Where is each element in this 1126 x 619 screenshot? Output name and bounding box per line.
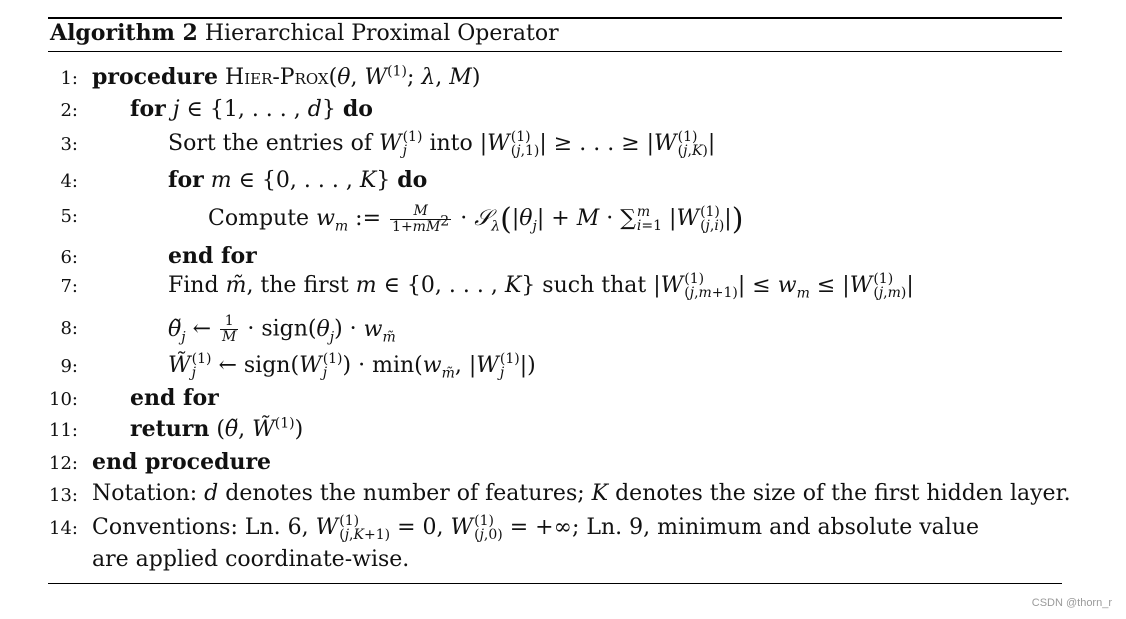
algo-line-5: 5: Compute $w_m$ := $\frac{M}{1+mM^2}$ · $𝒮_\lambda(|\theta_j| + M$ · ∑ m i=1 |W (1) (j,i) |): [40, 202, 1070, 232]
conventions-continued: are applied coordinate-wise.: [92, 547, 410, 572]
keyword-do: do: [342, 96, 373, 122]
sort-text: Sort the entries of: [168, 131, 372, 156]
line-number: 1:: [60, 68, 78, 89]
algo-line-3: 3: Sort the entries of W (1) j into |W (1) (j,1) | ≥ . . . ≥ |W (1) (j,K) |: [40, 130, 1070, 160]
keyword-end-procedure: end procedure: [92, 449, 272, 475]
algo-line-6: [40, 243, 1070, 273]
keyword-end-for: end for: [130, 385, 219, 411]
notation-d-text: denotes the number of features;: [225, 481, 585, 506]
conventions-label: Conventions: Ln. 6,: [92, 515, 309, 540]
keyword-return: return: [130, 416, 210, 442]
algo-line-14: 14: Conventions: Ln. 6, W (1) (j,K+1) = 0, W (1) (j,0) = +∞; Ln. 9, minimum and absolute value: [40, 514, 1070, 544]
algo-line-13: 13: Notation: d denotes the number of features; K denotes the size of the first hidden layer.: [40, 481, 1070, 511]
caption-rule: [48, 51, 1062, 52]
line-number: 10:: [49, 389, 78, 410]
line-number: 7:: [60, 276, 78, 297]
line-number: 5:: [60, 206, 78, 227]
notation-label: Notation:: [92, 481, 198, 506]
keyword-for: for: [130, 96, 166, 122]
algo-line-12: [40, 449, 1070, 479]
find-text: Find: [168, 273, 219, 298]
algo-line-8: 8: $\thetã_j$ ← $\frac{1}{M}$ · $sign(\theta_j) \cdot w_{m̃}$: [40, 314, 1070, 344]
algo-line-4: 4: for m ∈ {0, . . . , K} do: [40, 167, 1070, 197]
algo-line-7: 7: Find m̃, the first m ∈ {0, . . . , K} such that |W (1) (j,m+1) | ≤ $w_m \le |W$ (1) (j,m) |: [40, 272, 1070, 302]
line-number: 13:: [49, 485, 78, 506]
top-rule: [48, 17, 1062, 19]
line-number: 9:: [60, 356, 78, 377]
keyword-end-for: end for: [168, 243, 257, 269]
algo-line-1: 1: procedure Hier-Prox(θ, $W^{(1)}$; λ, M): [40, 64, 1070, 94]
compute-text: Compute: [208, 206, 310, 231]
bottom-rule: [48, 583, 1062, 584]
watermark-text: CSDN @thorn_r: [1031, 597, 1112, 609]
algo-line-11: 11: return (θ̃, W̃$^{(1)}$): [40, 416, 1070, 446]
line-number: 14:: [49, 518, 78, 539]
keyword-do: do: [397, 167, 428, 193]
caption-title: Hierarchical Proximal Operator: [204, 21, 559, 46]
algo-line-9: 9: W̃ (1) j ← sign(W (1) j ) · $\min(w_{m̃}$, |W (1) j |): [40, 352, 1070, 382]
algo-line-10: [40, 385, 1070, 415]
line-number: 12:: [49, 453, 78, 474]
algorithm-caption: [50, 20, 559, 47]
keyword-for: for: [168, 167, 204, 193]
such-that-text: such that: [542, 273, 647, 298]
conventions-text: ; Ln. 9, minimum and absolute value: [571, 515, 980, 540]
first-text: , the first: [246, 273, 349, 298]
line-number: 3:: [60, 134, 78, 155]
algo-line-14-continued: [40, 547, 1070, 577]
line-number: 4:: [60, 171, 78, 192]
line-number: 11:: [49, 420, 78, 441]
caption-label: Algorithm 2: [50, 20, 198, 46]
line-number: 2:: [60, 100, 78, 121]
algo-line-2: 2: for j ∈ {1, . . . , d} do: [40, 96, 1070, 126]
line-number: 8:: [60, 318, 78, 339]
procedure-name: Hier-Prox: [225, 65, 329, 90]
notation-k-text: denotes the size of the first hidden layer.: [615, 481, 1071, 506]
keyword-procedure: procedure: [92, 64, 219, 90]
line-number: 6:: [60, 247, 78, 268]
into-text: into: [429, 131, 473, 156]
